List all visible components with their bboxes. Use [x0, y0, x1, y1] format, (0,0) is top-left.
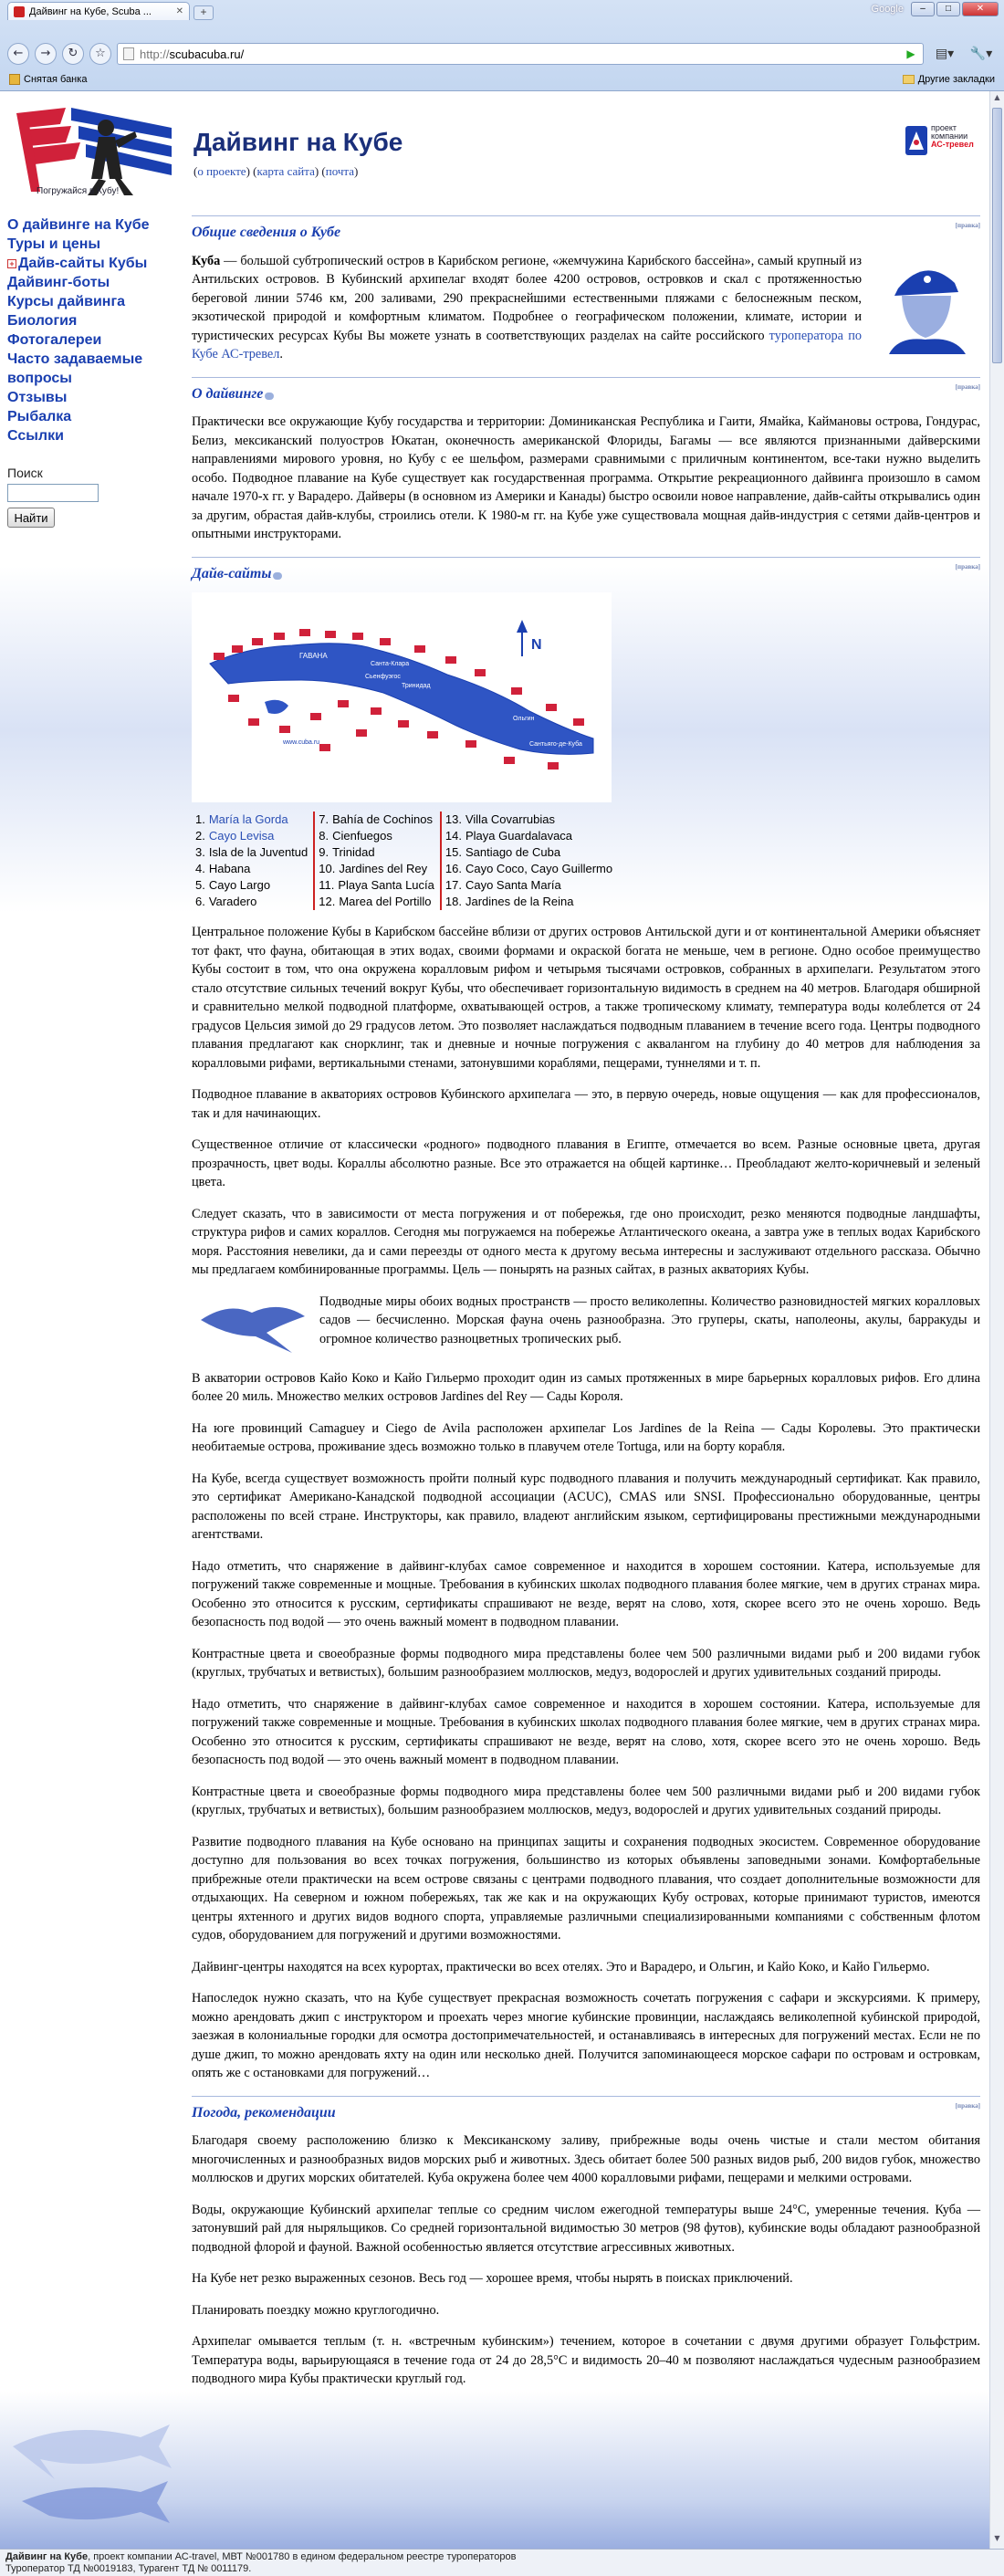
partner-line-3: АС-тревел	[931, 140, 974, 149]
text-fragment: в Карибском регионе, «жемчужина Карибского бассейна», самый крупный из Антильских островов. В Кубинский архипелаг	[192, 253, 862, 287]
section-diving-label: О дайвинге	[192, 385, 264, 402]
search-button[interactable]: Найти	[7, 508, 55, 528]
dive-site-name: Habana	[208, 862, 251, 875]
bookmark-label: Снятая банка	[24, 74, 88, 85]
dive-site-name: Marea del Portillo	[339, 895, 432, 908]
header-links: (о проекте) (карта сайта) (почта)	[193, 164, 359, 178]
forward-button[interactable]: →	[35, 43, 57, 65]
paragraph-weather-2: Воды, окружающие Кубинский архипелаг теплые со средним числом ежегодной температуры выше 24°C, умеренные течения. Куба — затонувший рай для ныряльщиков. Со средней горизонтальной видимостью 30 метров (98 футов), кубинские воды обладают разнообразной подводной флорой и фауной. Важной особенностью является отсутствие агрессивных животных.	[192, 2202, 980, 2255]
partner-line-1: проект	[931, 123, 957, 132]
browser-chrome	[0, 0, 1004, 91]
dive-site-cell	[192, 894, 314, 910]
section-diving-title	[192, 377, 980, 404]
dive-site-number: 8.	[319, 829, 329, 843]
nav-galleries[interactable]: Фотогалереи	[7, 332, 102, 348]
manta-ray-image	[192, 1293, 310, 1356]
address-bar[interactable]	[117, 43, 924, 65]
paragraph-sites-6: В акватории островов Кайо Коко и Кайо Гильермо проходит один из самых протяженных в мире барьерных коралловых рифов. Его длина более 20 миль. Множество мелких островов Jardines del Rey — Сады Короля.	[192, 1370, 980, 1404]
nav-about-diving[interactable]: О дайвинге на Кубе	[7, 217, 150, 233]
dive-site-number: 6.	[195, 895, 205, 908]
dive-site-cell	[192, 812, 314, 828]
map-label-trinidad: Тринидад	[402, 683, 431, 689]
section-general-title	[192, 215, 980, 243]
about-link[interactable]: о проекте	[197, 164, 246, 178]
dive-site-name: Jardines del Rey	[339, 862, 428, 875]
edit-link[interactable]: [правка]	[955, 222, 980, 229]
dive-site-number: 1.	[195, 812, 205, 826]
dive-site-number: 2.	[195, 829, 205, 843]
section-sites-label: Дайв-сайты	[192, 565, 272, 581]
paragraph-sites-2: Подводное плавание в акваториях островов Кубинского архипелага — это, в первую очередь, новые ощущения — как для профессионалов, так и для начинающих.	[192, 1087, 980, 1121]
nav-faq-cont[interactable]: вопросы	[7, 371, 72, 386]
nav-fishing[interactable]: Рыбалка	[7, 409, 72, 424]
url-host: scubacuba.ru/	[169, 47, 245, 61]
paragraph-general: Куба — большой субтропический остров в Карибском регионе, «жемчужина Карибского бассейна», самый крупный из Антильских островов. В Кубинский архипелаг входят более 4200 островов, островков и скал с протяженностью береговой линии 5746 км, 200 заливами, 290 прекраснейшими естественными пляжами с белоснежным песком, экзотической природой и комфортным климатом. Подробнее о географическом положении, климате, истории и туристических ресурсах Кубы Вы можете узнать в соответствующих разделах на сайте российского туроператора по Кубе АС-тревел.	[192, 253, 863, 361]
logo-caption: Погружайся в Кубу!	[37, 186, 120, 196]
paragraph-diving: Практически все окружающие Кубу государства и территории: Доминиканская Республика и Гаити, Ямайка, Каймановы острова, Гондурас, Белиз, мексиканский полуостров Юкатан, оконечность американской Флориды, Багамы — все являются признанными дайверскими направлениями мирового уровня, но Кубу с ее шельфом, размерами сравнимыми с приличным континентом, все-таки нужно выделить особо. Подводное плавание на Кубе существует как государственная программа. Открытие рекреационного дайвинга произошло в самом начале 1970-х гг. у Варадеро. Дайверы (в основном из Америки и Канады) быстро освоили новое направление, дайв-сайты открывались один за другим, обрастая дайв-клубы, строились отели. К 1980-м гг. на Кубе уже существовала мощная дайв-индустрия с сетями дайв-центров и опытными инструкторами.	[192, 414, 980, 541]
window-controls	[911, 2, 999, 16]
dive-site-name: Playa Guardalavaca	[465, 829, 573, 843]
dive-sites-body	[192, 812, 618, 910]
map-label-cienfuegos: Сьенфуэгос	[365, 674, 401, 680]
section-weather-label: Погода, рекомендации	[192, 2104, 336, 2120]
scroll-up-icon[interactable]: ▲	[994, 93, 1000, 101]
dive-site-number: 17.	[444, 878, 462, 892]
cuba-dive-map[interactable]	[192, 592, 612, 802]
paragraph-sites-10: Контрастные цвета и своеобразные формы подводного мира представлены более чем 500 различными видами рыб и 200 видами губок (круглых, трубчатых и ветвистых), большим разнообразием моллюсков, медуз, водорослей и других удивительных созданий природы.	[192, 1646, 980, 1680]
che-portrait-image	[871, 252, 980, 354]
paragraph-sites-14: Дайвинг-центры находятся на всех курортах, практически во всех отелях. Это и Варадеро, и Ольгин, и Кайо Коко, и Кайо Гильермо.	[192, 1959, 930, 1974]
folder-icon	[903, 75, 915, 84]
dive-site-name: Cienfuegos	[332, 829, 392, 843]
nav-courses[interactable]: Курсы дайвинга	[7, 294, 126, 309]
dive-site-name[interactable]: Cayo Levisa	[208, 829, 275, 843]
manta-block	[192, 1293, 980, 1356]
dive-site-cell	[441, 861, 618, 877]
section-weather-title	[192, 2096, 980, 2123]
dive-site-cell	[192, 828, 314, 844]
dive-site-cell	[441, 844, 618, 861]
anchor-icon	[273, 572, 282, 580]
dive-site-number: 10.	[319, 862, 336, 875]
nav-dive-sites-label: Дайв-сайты Кубы	[18, 256, 148, 271]
sidebar	[7, 215, 181, 528]
close-window-button[interactable]: ✕	[962, 2, 999, 16]
dive-site-number: 4.	[195, 862, 205, 875]
dive-sites-row	[192, 894, 618, 910]
go-icon[interactable]: ▶	[906, 47, 915, 60]
dive-sites-row	[192, 844, 618, 861]
tab-strip	[0, 0, 1004, 20]
dive-site-cell	[441, 812, 618, 828]
dive-sites-table	[192, 812, 618, 910]
dive-site-name: Varadero	[208, 895, 257, 908]
cuba-map-image	[192, 592, 612, 802]
map-label-url: www.cuba.ru	[283, 739, 320, 746]
dive-site-number: 15.	[444, 845, 462, 859]
other-bookmarks-label: Другие закладки	[917, 74, 995, 85]
nav-links[interactable]: Ссылки	[7, 428, 64, 444]
dive-site-cell	[192, 844, 314, 861]
sitemap-link[interactable]: карта сайта	[256, 164, 315, 178]
status-rest: , проект компании АС-travel, МВТ №001780 в едином федеральном реестре туроператоров	[88, 2551, 517, 2562]
edit-link[interactable]: [правка]	[955, 2101, 980, 2110]
scrollbar-thumb[interactable]	[992, 108, 1002, 363]
dive-site-name: Bahía de Cochinos	[332, 812, 433, 826]
paragraph-sites-11: Надо отметить, что снаряжение в дайвинг-клубах самое современное и находится в хорошем состоянии. Катера, используемые для погружений также современные и мощные. Требования в кубинских школах подводного плавания более мягкие, чем в других странах мира. Особенно это относится к русским, сертификаты спрашивают не везде, верят на слово, хотя, скорее всего это не очень хорошо. Ведь безопасность под водой — это очень важный момент в подводном плавании.	[192, 1696, 980, 1767]
paragraph-weather-1: Благодаря своему расположению близко к Мексиканскому заливу, прибрежные воды очень чистые и стали местом обитания многочисленных и разнообразных видов морских рыб и животных. Здесь обитает более 500 разных видов рыб, 200 видов губок, множество моллюсков и других морских обитателей. Куба окружена более чем 4000 коралловыми рифами, пещерами и мелкими островами.	[192, 2133, 980, 2185]
paragraph-sites-3: Существенное отличие от классически «родного» подводного плавания в Египте, отмечается во всем. Разные основные цвета, другая прозрачность, цвет воды. Кораллы абсолютно разные. Все это отражается на общей картинке… Преобладают желто-коричневый и зеленый цвета.	[192, 1137, 980, 1189]
scroll-down-icon[interactable]: ▼	[994, 2534, 1000, 2542]
dive-site-cell	[441, 894, 618, 910]
page-icon	[123, 47, 134, 60]
page-menu-icon[interactable]: ▤▾	[935, 47, 955, 61]
paragraph-sites-7: На юге провинций Camaguey и Ciego de Avila расположен архипелаг Los Jardines de la Reina — Сады Королевы. Это практически необитаемые острова, проживание здесь возможно только в плавучем отеле Tortuga, или на борту корабля.	[192, 1420, 980, 1454]
nav-tours[interactable]: Туры и цены	[7, 236, 101, 252]
dive-site-number: 14.	[444, 829, 462, 843]
cuba-bold: Куба	[192, 253, 221, 268]
map-label-havana: ГАВАНА	[299, 652, 328, 660]
vertical-scrollbar[interactable]	[989, 91, 1004, 2549]
paragraph-sites-9: Надо отметить, что снаряжение в дайвинг-клубах самое современное и находится в хорошем состоянии. Катера, используемые для погружений также современные и мощные. Требования в кубинских школах подводного плавания более мягкие, чем в других странах мира. Особенно это относится к русским, сертификаты спрашивают не везде, верят на слово, хотя, скорее всего это не очень хорошо. Ведь безопасность под водой — это очень важный момент в подводном плавании.	[192, 1558, 980, 1629]
dive-site-name: Villa Covarrubias	[465, 812, 555, 826]
bookmark-star-icon[interactable]: ☆	[89, 43, 111, 65]
dive-site-name[interactable]: María la Gorda	[208, 812, 288, 826]
dive-sites-row	[192, 861, 618, 877]
status-bar	[0, 2549, 1004, 2576]
search-input[interactable]	[7, 484, 99, 502]
dive-site-number: 13.	[444, 812, 462, 826]
close-tab-icon[interactable]: ✕	[175, 6, 183, 16]
dive-site-name: Isla de la Juventud	[208, 845, 309, 859]
paragraph-sites-4: Следует сказать, что в зависимости от места погружения и от побережья, где оно происходит, резко меняются подводные ландшафты, структура рифов и самих кораллов. Сегодня мы погружаемся на побережье Атлантического океана, а завтра уже в теплых водах Карибского моря. Расстояния невелики, да и сами переезды от одного места к другому весьма интересны и заслуживают отдельного рассказа. Обычно мы предлагаем комбинированные программы. Цель — понырять на разных сайтах, в разных акваториях Кубы.	[192, 1206, 980, 1277]
section-sites-title	[192, 557, 980, 584]
dive-site-name: Santiago de Cuba	[465, 845, 561, 859]
paragraph-weather-3: На Кубе нет резко выраженных сезонов. Весь год — хорошее время, чтобы нырять в поисках приключений.	[192, 2271, 793, 2286]
dive-site-cell	[314, 844, 441, 861]
wrench-menu-icon[interactable]: 🔧▾	[969, 47, 993, 61]
dive-sites-row	[192, 812, 618, 828]
dive-site-cell	[441, 877, 618, 894]
dive-site-cell	[192, 861, 314, 877]
paragraph-sites-5: Подводные миры обоих водных пространств — просто великолепны. Количество разновидностей мягких коралловых садов — бесчисленно. Морская фауна очень разнообразна. Это груперы, скаты, наполеоны, акулы, барракуды и огромное количество разноцветных тропических рыб.	[319, 1293, 980, 1346]
nav-dive-boats[interactable]: Дайвинг-боты	[7, 275, 110, 290]
dive-site-number: 3.	[195, 845, 205, 859]
shark-silhouette-image	[4, 2392, 177, 2547]
nav-faq[interactable]: Часто задаваемые	[7, 351, 143, 367]
paragraph-sites-13: Развитие подводного плавания на Кубе основано на принципах защиты и сохранения подводных экосистем. Современное оборудование доступно для пользования во всех точках погружения, большинство из которых объявлены заповедными зонами. Комфортабельные прибрежные отели практически на всем острове связаны с центрами подводного плавания, что создает дополнительные возможности для отдыхающих. На северном и южном побережьях, так же как и на окружающих Кубу островах, которые принимают туристов, имеются центры яхтенного и других видов водного спорта, управляемые различными специализированными компаниями с собственным флотом судов, оборудованием для погружений и другими возможностями.	[192, 1834, 980, 1942]
partner-line-2: компании	[931, 131, 968, 141]
new-tab-button[interactable]: +	[193, 5, 214, 20]
nav-reviews[interactable]: Отзывы	[7, 390, 68, 405]
tab-title: Дайвинг на Кубе, Scuba ...	[29, 5, 152, 17]
dive-site-cell	[314, 828, 441, 844]
text-fragment: — большой субтропический	[220, 253, 387, 268]
paragraph-sites-15: Напоследок нужно сказать, что на Кубе существует прекрасная возможность сочетать погружения с сафари и экскурсиями. К примеру, можно арендовать джип с инструктором и проехать через многие кубинские провинции, наслаждаясь великолепной кубинской природой, заезжая в колониальные городки для осмотра достопримечательностей, и останавливаясь в интересных для погружений местах. Если не по душе джип, то можно арендовать яхту на один или несколько дней. Получится запоминающееся морское сафари по островам и островкам, опять же с остановками для погружений…	[192, 1991, 980, 2080]
mail-link[interactable]: почта	[325, 164, 355, 178]
dive-site-number: 18.	[444, 895, 462, 908]
url-scheme: http://	[140, 47, 170, 61]
maximize-button[interactable]: □	[936, 2, 960, 16]
nav-biology[interactable]: Биология	[7, 313, 78, 329]
dive-site-name: Jardines de la Reina	[465, 895, 574, 908]
dive-sites-row	[192, 828, 618, 844]
edit-link[interactable]: [правка]	[955, 382, 980, 391]
favicon-icon	[14, 6, 25, 17]
dive-site-name: Trinidad	[332, 845, 375, 859]
minimize-button[interactable]: –	[911, 2, 935, 16]
dive-site-cell	[314, 812, 441, 828]
site-header	[0, 100, 989, 205]
dive-site-number: 16.	[444, 862, 462, 875]
map-label-santiago: Сантьяго-де-Куба	[529, 741, 582, 748]
paragraph-sites-8: На Кубе, всегда существует возможность пройти полный курс подводного плавания и получить международный сертификат. Как правило, это сертификат Американо-Канадской подводной ассоциации (ACUC), CMAS или SNSI. Профессионально оборудованные, центры расположены по всей стране. Инструкторы, как правило, владеют английским языком, сертифицированы престижными международными агентствами.	[192, 1471, 980, 1542]
dive-site-cell	[441, 828, 618, 844]
text-fragment: остров	[386, 253, 425, 268]
partner-text	[931, 124, 974, 149]
dive-site-name: Cayo Coco, Cayo Guillermo	[465, 862, 613, 875]
paragraph-weather-4: Планировать поездку можно круглогодично.	[192, 2302, 440, 2318]
status-bold: Дайвинг на Кубе	[5, 2551, 89, 2562]
paragraph-sites-1: Центральное положение Кубы в Карибском бассейне вблизи от других островов Антильской дуги и от континентальной Америки объясняет тот факт, что фауна, обитающая в этих водах, своими формами и окраской богата не меньше, чем в регионе. Одно особое преимущество Кубы состоит в том, что она окружена коралловым рифом и четырьмя тысячами островков, собранных в архипелаги. Результатом этого стало отсутствие сильных течений вокруг Кубы, что обеспечивает горизонтальную видимость в среднем на 40 метров. Благодаря обширной и сравнительно мелкой подводной платформе, охватывающей остров, а также тропическому климату, температура воды колеблется от 24 градусов Цельсия зимой до 29 градусов летом. Это позволяет наслаждаться подводным плаванием в течение всего года. Центры подводного плавания предлагают как снорклинг, так и дневные и ночные погружения с аквалангом на глубину до 40 метров для наблюдения за коралловыми рифами, вертикальными стенами, затонувшими кораблями, пещерами, туннелями и т. п.	[192, 925, 980, 1071]
back-button[interactable]: ←	[7, 43, 29, 65]
dive-site-cell	[314, 877, 441, 894]
anchor-icon	[265, 393, 274, 400]
bookmark-icon	[9, 74, 20, 85]
edit-link[interactable]: [правка]	[955, 562, 980, 571]
status-line-1	[5, 2551, 999, 2563]
search-label: Поиск	[7, 466, 43, 480]
status-line-2: Туроператор ТД №0019183, Турагент ТД № 0011179.	[5, 2563, 252, 2574]
expand-icon[interactable]: +	[7, 259, 16, 268]
dive-site-cell	[314, 894, 441, 910]
dive-site-name: Cayo Santa María	[465, 878, 561, 892]
main-content	[192, 215, 980, 2402]
reload-button[interactable]: ↻	[62, 43, 84, 65]
dive-site-number: 9.	[319, 845, 329, 859]
bookmark-item[interactable]	[9, 74, 87, 85]
browser-tab[interactable]	[7, 2, 190, 20]
site-title: Дайвинг на Кубе	[193, 128, 403, 156]
dive-site-cell	[192, 877, 314, 894]
ac-travel-link[interactable]: туроператора по Кубе АС-тревел	[192, 328, 862, 361]
navigation-toolbar	[0, 40, 1004, 68]
paragraph-weather-5: Архипелаг омывается теплым (т. н. «встречным кубинским») течением, которое в сочетании с двумя другими образует Гольфстрим. Температура воды, варьирующаяся в течение года от 24 до 28,5°C и видимость 20–40 м позволяют наслаждаться чудесным разнообразием подводного мира Кубы практически круглый год.	[192, 2334, 980, 2386]
dive-site-number: 7.	[319, 812, 329, 826]
page-viewport	[0, 91, 989, 2549]
partner-emblem-icon	[904, 122, 929, 159]
partner-logo[interactable]	[904, 122, 980, 164]
other-bookmarks[interactable]	[903, 74, 995, 85]
dive-sites-row	[192, 877, 618, 894]
dive-site-number: 12.	[319, 895, 336, 908]
map-north-label: N	[531, 637, 542, 653]
nav-dive-sites[interactable]	[7, 254, 181, 273]
dive-site-number: 5.	[195, 878, 205, 892]
paragraph-sites-12: Контрастные цвета и своеобразные формы подводного мира представлены более чем 500 различными видами рыб и 200 видами губок (круглых, трубчатых и ветвистых), большим разнообразием моллюсков, медуз, водорослей и других удивительных созданий природы.	[192, 1784, 980, 1817]
dive-site-name: Cayo Largo	[208, 878, 271, 892]
map-label-holguin: Ольгин	[513, 716, 535, 722]
section-general-label: Общие сведения о Кубе	[192, 225, 341, 240]
google-label: Google	[871, 4, 904, 15]
dive-site-name: Playa Santa Lucía	[338, 878, 434, 892]
text-fragment: входят более 4200 островов, островков и скал с протяженностью береговой линии 5746 км, 200 заливами, 290 прекраснейшими естественными пляжами с белоснежным песком, экзотической природой и комфортным климатом. Подробнее о географическом положении, климате, истории и туристических ресурсах Кубы Вы можете узнать в соответствующих разделах на сайте российского	[192, 272, 863, 343]
dive-site-number: 11.	[319, 878, 335, 892]
dive-site-cell	[314, 861, 441, 877]
bookmarks-bar	[0, 69, 1004, 89]
map-label-santa-clara: Санта-Клара	[371, 661, 410, 667]
